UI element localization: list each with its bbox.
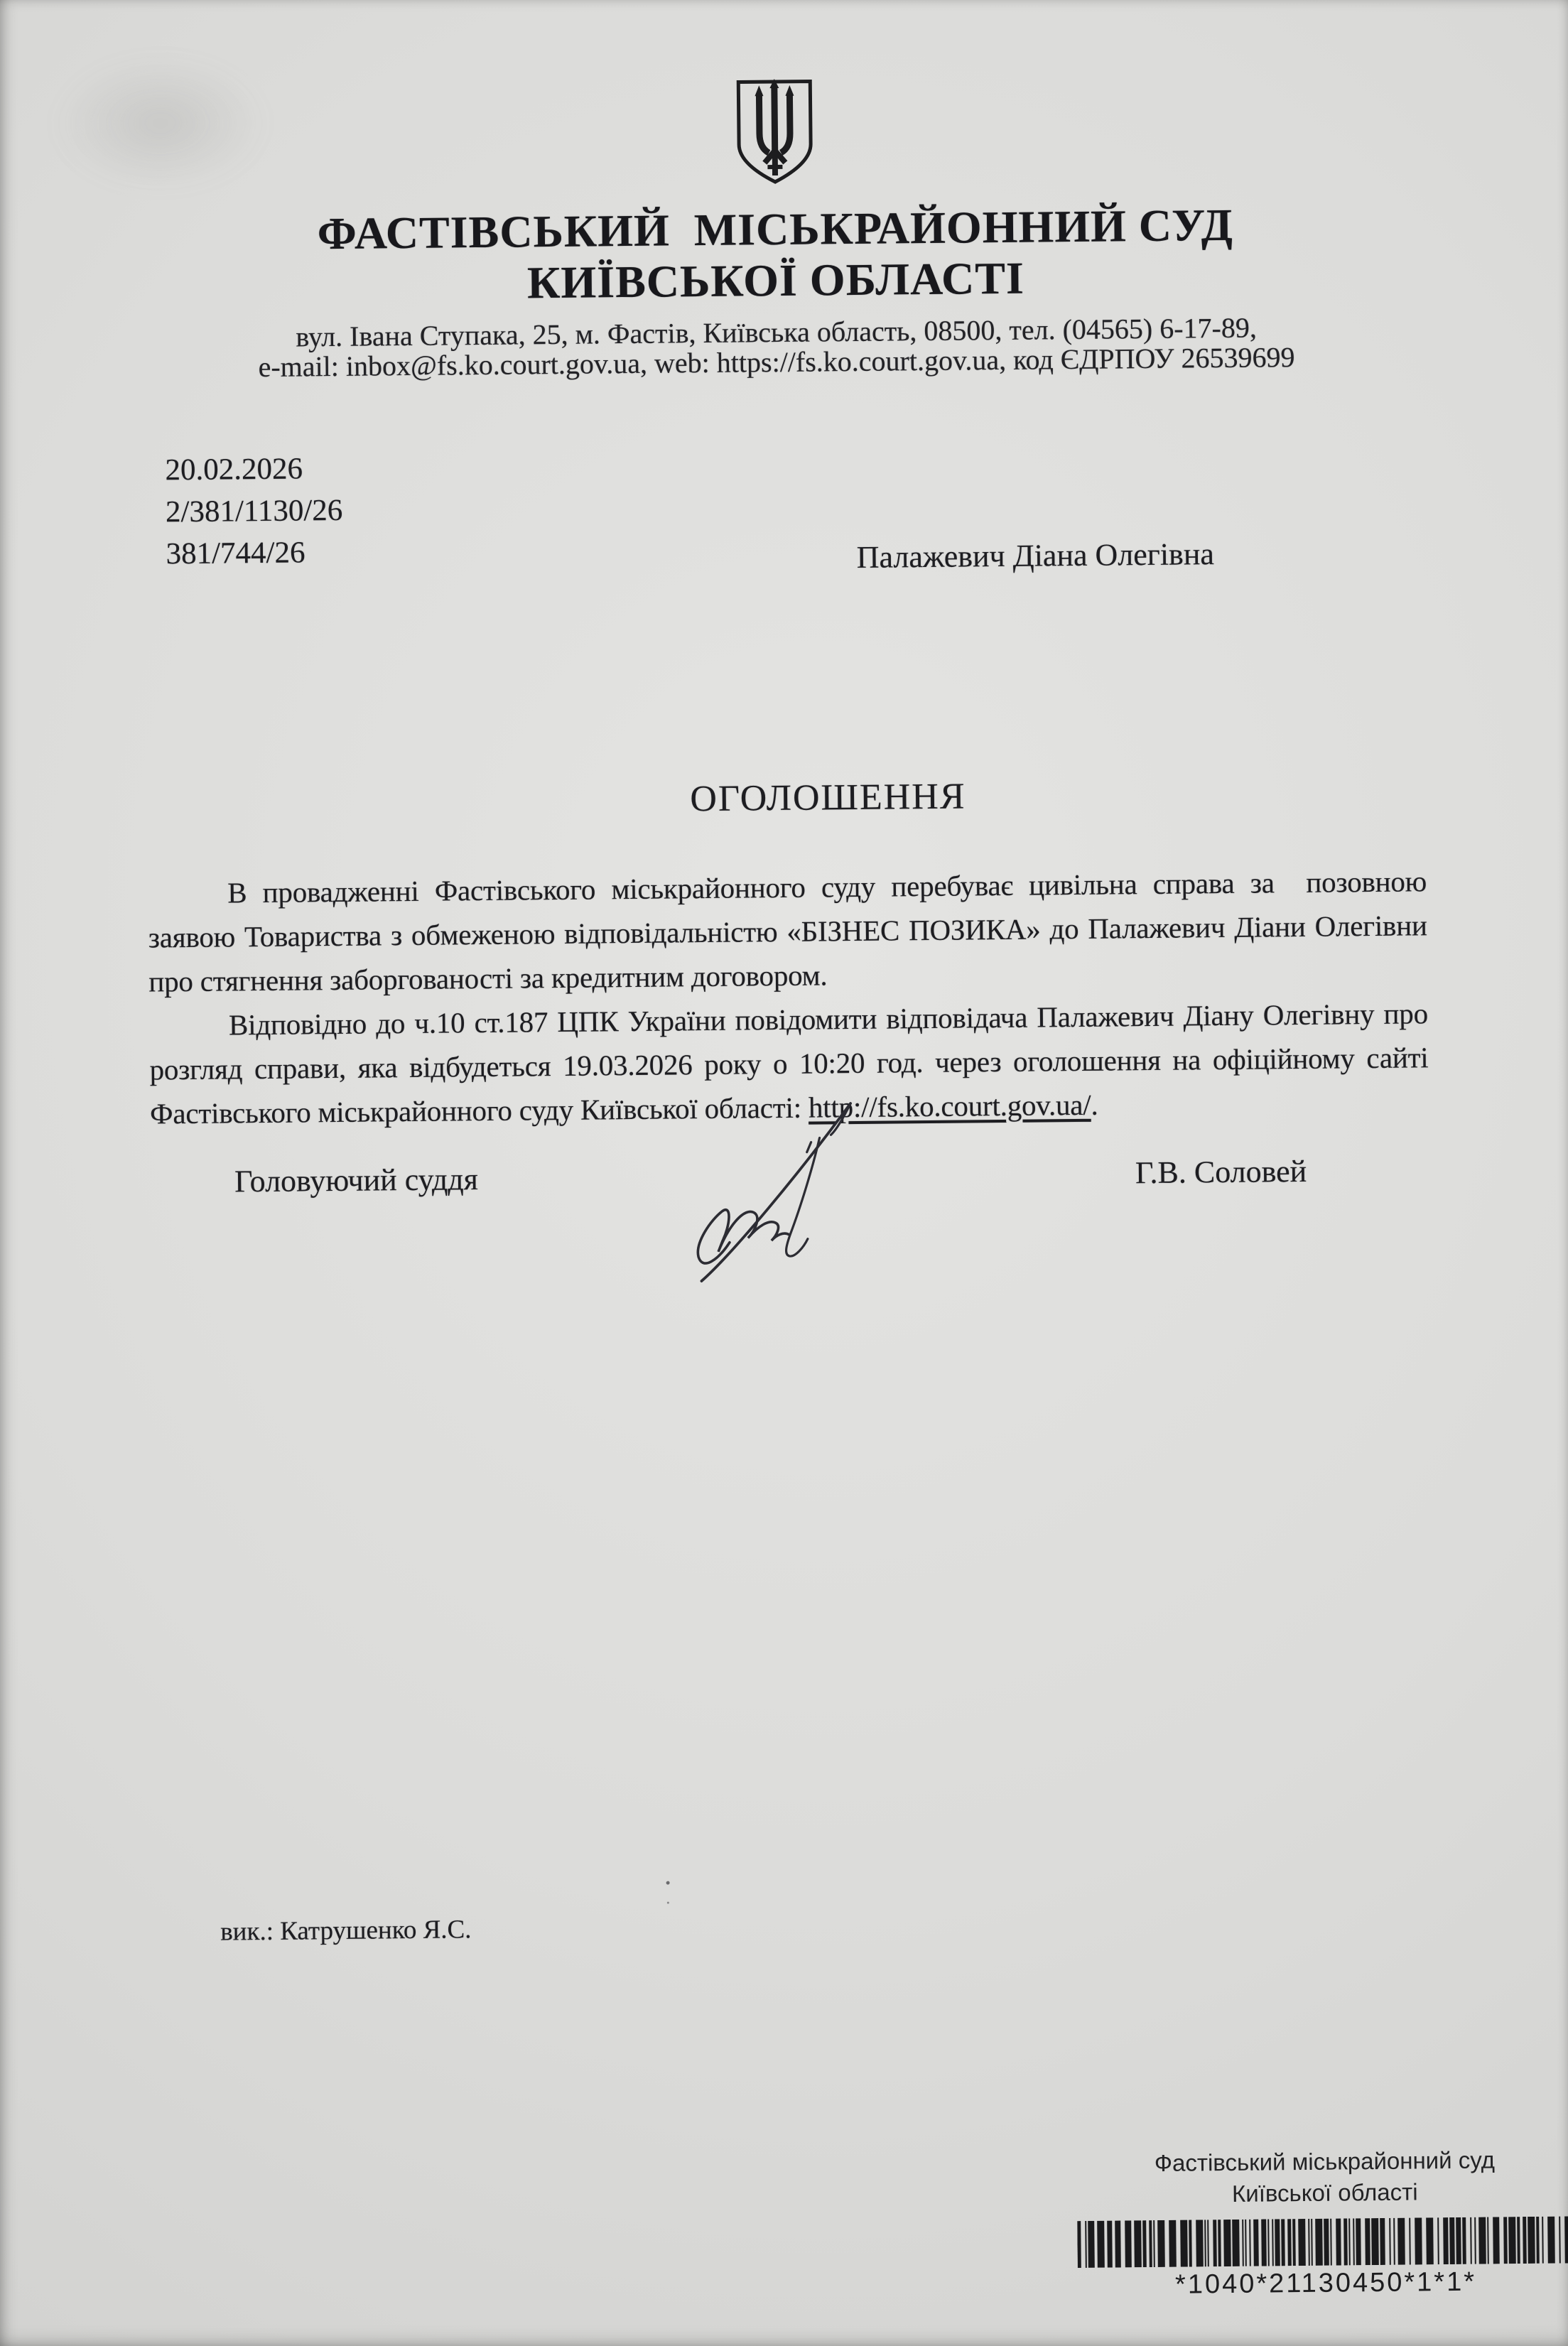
barcode-number: *1040*21130450*1*1* [1174,2266,1477,2300]
court-name-line1: ФАСТІВСЬКИЙ МІСЬКРАЙОННИЙ СУД [317,199,1234,259]
proceeding-number: 381/744/26 [166,536,306,571]
court-contact-line: e-mail: inbox@fs.ko.court.gov.ua, web: https://fs.ko.court.gov.ua, код ЄДРПОУ 26539699 [258,341,1295,384]
judge-role-label: Головуючий суддя [234,1162,479,1199]
document-title: ОГОЛОШЕННЯ [690,776,966,820]
court-name-line2: КИЇВСЬКОЇ ОБЛАСТІ [526,252,1025,308]
executor-line: вик.: Катрушенко Я.С. [220,1915,472,1947]
registration-stamp [1076,2144,1568,2301]
body-paragraph-1: В провадженні Фастівського міськрайонного суду перебуває цивільна справа за позовною заявою Товариства з обмеженою відповідальністю «БІЗНЕС ПОЗИКА» до Палажевич Діани Олегівни про стягнення заборгованості за кредитним договором. [148,865,1434,998]
barcode [1077,2216,1568,2268]
stamp-court-line2: Київської області [1231,2178,1418,2207]
document-date: 20.02.2026 [165,452,303,487]
body-paragraph-2-text: Відповідно до ч.10 ст.187 ЦПК України повідомити відповідача Палажевич Діану Олегівну про розгляд справи, яка відбудеться 19.03.2026 року о 10:20 год. через оголошення на офіційному сайті Фастівського міськрайонного суду Київської області: [149,997,1436,1130]
stamp-court-line1: Фастівський міськрайонний суд [1154,2146,1496,2177]
court-website-url: http://fs.ko.court.gov.ua/ [808,1088,1091,1124]
ukraine-trident-emblem [733,76,816,187]
case-meta-block [165,448,343,575]
document-header [63,70,1487,384]
judge-name: Г.В. Соловей [1135,1153,1307,1191]
court-address-line: вул. Івана Ступака, 25, м. Фастів, Київська область, 08500, тел. (04565) 6-17-89, [296,311,1258,353]
judge-signature-image [660,1093,918,1301]
body-paragraph-2-period: . [1091,1088,1098,1121]
scan-artifact-dots [666,1881,670,1885]
addressee-name: Палажевич Діана Олегівна [856,536,1215,575]
case-number: 2/381/1130/26 [165,493,343,529]
